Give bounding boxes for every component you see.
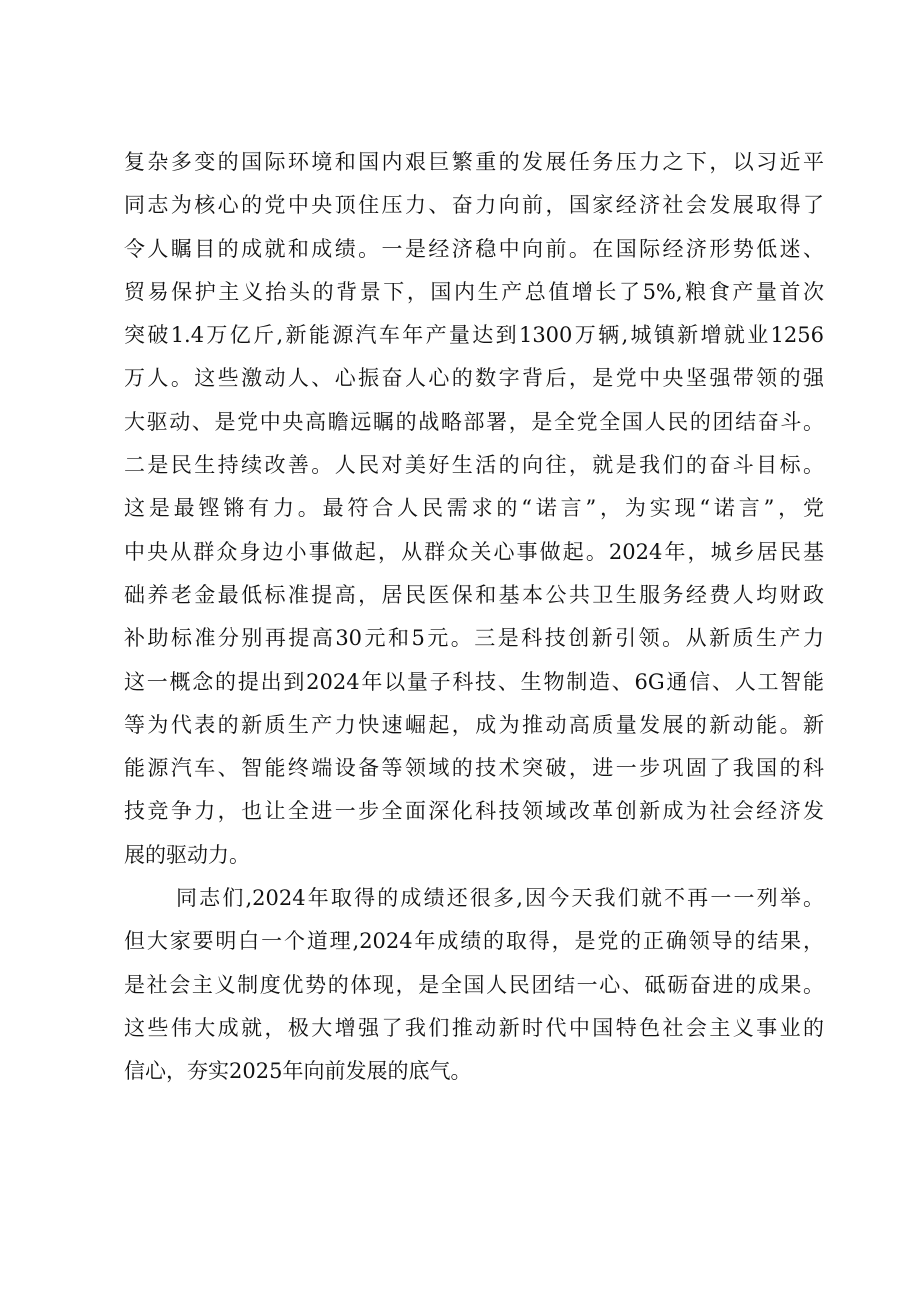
text-line: 同志们,2024年取得的成绩还很多,因今天我们就不再一一列举。 bbox=[176, 886, 824, 911]
text-line: 大驱动、是党中央高瞻远瞩的战略部署，是全党全国人民的团结奋斗。 bbox=[124, 409, 824, 434]
text-line: 信心，夯实2025年向前发展的底气。 bbox=[124, 1059, 472, 1084]
text-line: 中央从群众身边小事做起，从群众关心事做起。2024年，城乡居民基 bbox=[124, 539, 824, 564]
text-line: 这是最铿锵有力。最符合人民需求的“诺言”，为实现“诺言”，党 bbox=[124, 496, 824, 521]
text-line: 二是民生持续改善。人民对美好生活的向往，就是我们的奋斗目标。 bbox=[124, 453, 824, 478]
text-line: 技竞争力，也让全进一步全面深化科技领域改革创新成为社会经济发 bbox=[124, 799, 824, 824]
document-body bbox=[124, 141, 824, 1094]
text-line: 复杂多变的国际环境和国内艰巨繁重的发展任务压力之下，以习近平 bbox=[124, 150, 824, 174]
text-line: 万人。这些激动人、心振奋人心的数字背后，是党中央坚强带领的强 bbox=[124, 366, 824, 391]
text-line: 补助标准分别再提高30元和5元。三是科技创新引领。从新质生产力 bbox=[124, 626, 824, 651]
text-line: 突破1.4万亿斤,新能源汽车年产量达到1300万辆,城镇新增就业1256 bbox=[124, 323, 824, 348]
text-line: 础养老金最低标准提高，居民医保和基本公共卫生服务经费人均财政 bbox=[124, 582, 824, 607]
text-line: 令人瞩目的成就和成绩。一是经济稳中向前。在国际经济形势低迷、 bbox=[124, 236, 824, 261]
text-line: 贸易保护主义抬头的背景下，国内生产总值增长了5%,粮食产量首次 bbox=[124, 279, 824, 304]
text-line: 同志为核心的党中央顶住压力、奋力向前，国家经济社会发展取得了 bbox=[124, 193, 824, 218]
text-line: 展的驱动力。 bbox=[124, 842, 250, 867]
text-line: 等为代表的新质生产力快速崛起，成为推动高质量发展的新动能。新 bbox=[124, 712, 824, 737]
text-line: 这些伟大成就，极大增强了我们推动新时代中国特色社会主义事业的 bbox=[124, 1015, 824, 1040]
text-line: 这一概念的提出到2024年以量子科技、生物制造、6G通信、人工智能 bbox=[124, 669, 824, 694]
text-line: 能源汽车、智能终端设备等领域的技术突破，进一步巩固了我国的科 bbox=[124, 756, 824, 781]
text-line: 是社会主义制度优势的体现，是全国人民团结一心、砥砺奋进的成果。 bbox=[124, 972, 824, 997]
paragraph-2 bbox=[124, 877, 824, 1093]
paragraph-1 bbox=[124, 141, 824, 877]
text-line: 但大家要明白一个道理,2024年成绩的取得，是党的正确领导的结果， bbox=[124, 929, 824, 954]
